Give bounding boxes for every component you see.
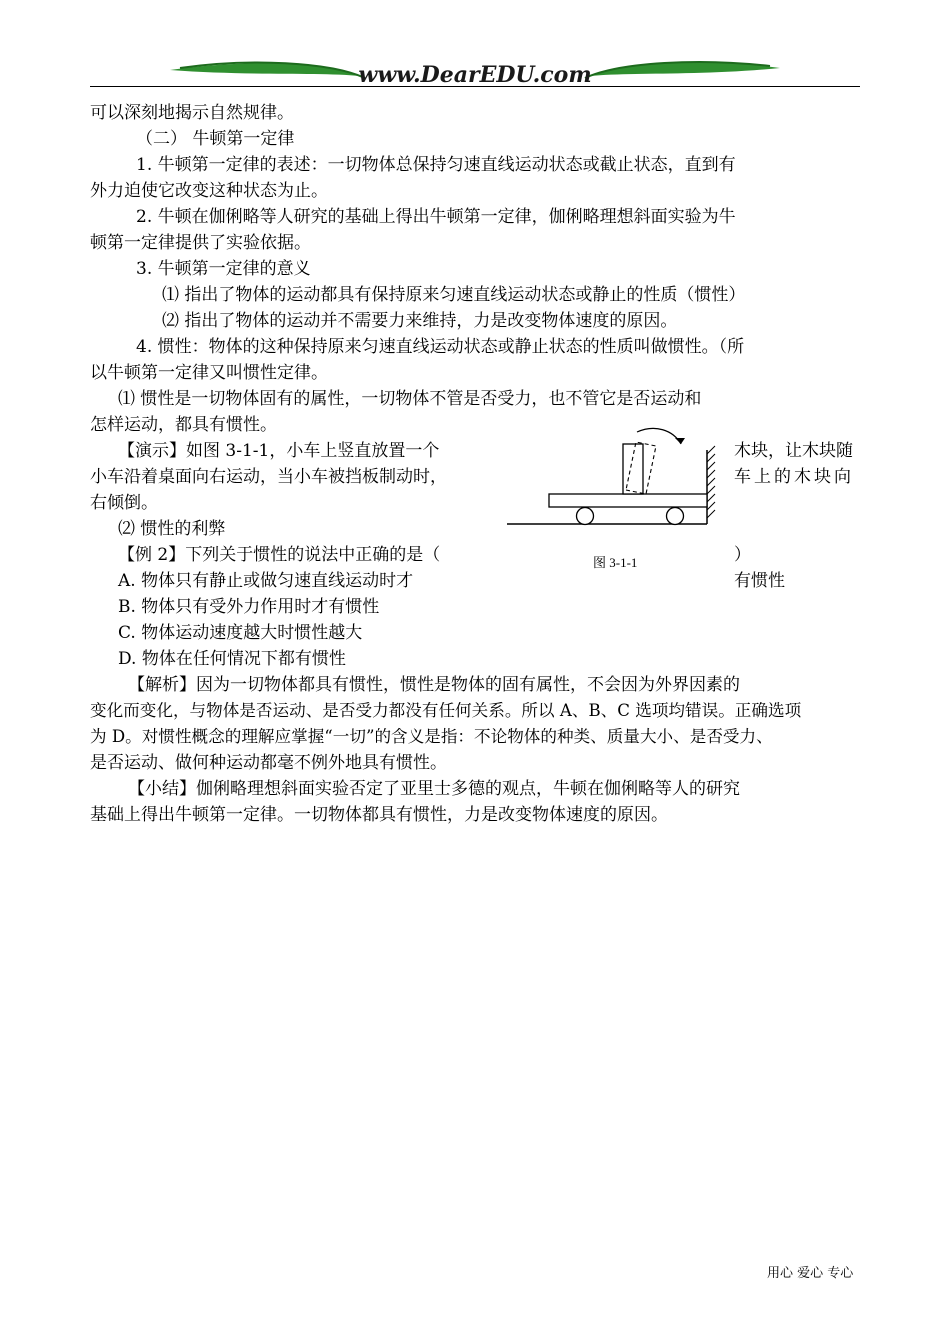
section-heading: （二） 牛顿第一定律 — [136, 129, 295, 149]
text-line: 可以深刻地揭示自然规律。 — [90, 103, 294, 123]
text-line: 3. 牛顿第一定律的意义 — [136, 259, 311, 279]
text-line: 【例 2】下列关于惯性的说法中正确的是（ — [118, 545, 441, 565]
option-a-end: 有惯性 — [734, 571, 785, 591]
option-c: C. 物体运动速度越大时惯性越大 — [118, 623, 363, 643]
text-line: 2. 牛顿在伽俐略等人研究的基础上得出牛顿第一定律，伽俐略理想斜面实验为牛 — [136, 207, 736, 227]
text-line: ⑴ 惯性是一切物体固有的属性，一切物体不管是否受力，也不管它是否运动和 — [118, 389, 702, 409]
header-rule — [90, 86, 860, 87]
text-line: 怎样运动，都具有惯性。 — [90, 415, 277, 435]
text-line: 以牛顿第一定律又叫惯性定律。 — [90, 363, 328, 383]
text-line: 小车沿着桌面向右运动，当小车被挡板制动时， — [90, 467, 447, 487]
option-b: B. 物体只有受外力作用时才有惯性 — [118, 597, 380, 617]
text-line: 【小结】伽俐略理想斜面实验否定了亚里士多德的观点，牛顿在伽俐略等人的研究 — [128, 779, 740, 799]
text-line: 右倾倒。 — [90, 493, 158, 513]
option-d: D. 物体在任何情况下都有惯性 — [118, 649, 346, 669]
footer-motto: 用心 爱心 专心 — [767, 1266, 854, 1281]
text-line: 木块，让木块随 — [734, 441, 853, 461]
text-line: 1. 牛顿第一定律的表述：一切物体总保持匀速直线运动状态或截止状态，直到有 — [136, 155, 736, 175]
dearedu-logo — [170, 56, 780, 90]
text-line: ⑴ 指出了物体的运动都具有保持原来匀速直线运动状态或静止的性质（惯性） — [162, 285, 746, 305]
text-line: ） — [734, 545, 751, 565]
figure-caption: 图 3-1-1 — [593, 555, 638, 570]
text-line: ⑵ 惯性的利弊 — [118, 519, 226, 539]
option-a: A. 物体只有静止或做匀速直线运动时才 — [118, 571, 414, 591]
header-site-text: www.DearEDU.com — [358, 62, 592, 88]
text-line: 顿第一定律提供了实验依据。 — [90, 233, 311, 253]
text-line: 外力迫使它改变这种状态为止。 — [90, 181, 328, 201]
text-line: 是否运动、做何种运动都毫不例外地具有惯性。 — [90, 753, 447, 773]
text-line: 【演示】如图 3-1-1，小车上竖直放置一个 — [118, 441, 440, 461]
text-line: 4. 惯性：物体的这种保持原来匀速直线运动状态或静止状态的性质叫做惯性。（所 — [136, 337, 745, 357]
text-line: 基础上得出牛顿第一定律。一切物体都具有惯性，力是改变物体速度的原因。 — [90, 805, 668, 825]
text-line: 变化而变化，与物体是否运动、是否受力都没有任何关系。所以 A、B、C 选项均错误。正确选项 — [90, 701, 802, 720]
text-line: 车上的木块向 — [734, 467, 854, 487]
text-line: 【解析】因为一切物体都具有惯性，惯性是物体的固有属性，不会因为外界因素的 — [128, 675, 740, 695]
text-line: 为 D。对惯性概念的理解应掌握“一切”的含义是指：不论物体的种类、质量大小、是否受力、 — [90, 727, 773, 746]
text-line: ⑵ 指出了物体的运动并不需要力来维持，力是改变物体速度的原因。 — [162, 311, 678, 331]
cart-block-figure — [505, 414, 725, 564]
